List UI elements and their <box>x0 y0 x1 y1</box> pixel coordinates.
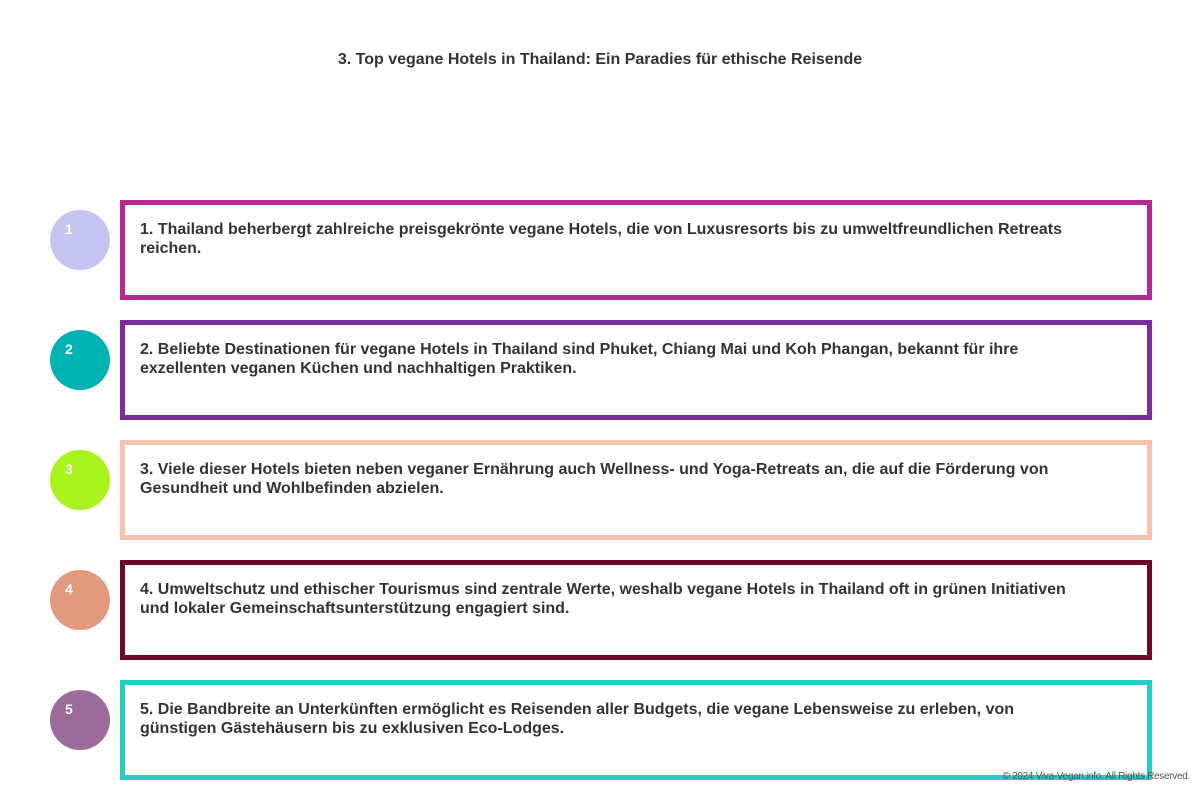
number-label: 5 <box>65 701 73 717</box>
number-circle <box>50 570 110 630</box>
number-circle <box>50 690 110 750</box>
item-box <box>120 200 1152 300</box>
item-text: 3. Viele dieser Hotels bieten neben veganer Ernährung auch Wellness- und Yoga-Retreats an, die auf die Förderung von Gesundheit und Wohlbefinden abzielen. <box>140 461 1049 497</box>
list-item <box>0 200 1200 300</box>
number-label: 4 <box>65 581 73 597</box>
item-text: 4. Umweltschutz und ethischer Tourismus sind zentrale Werte, weshalb vegane Hotels in Thailand oft in grünen Initiativen und lokaler Gemeinschaftsunterstützung engagiert sind. <box>140 581 1066 617</box>
number-circle <box>50 450 110 510</box>
item-text: 5. Die Bandbreite an Unterkünften ermöglicht es Reisenden aller Budgets, die vegane Lebensweise zu erleben, von günstigen Gästehäusern bis zu exklusiven Eco-Lodges. <box>140 701 1015 737</box>
number-label: 3 <box>65 461 73 477</box>
item-box <box>120 680 1152 780</box>
number-label: 2 <box>65 341 73 357</box>
number-circle <box>50 330 110 390</box>
item-box <box>120 440 1152 540</box>
copyright-footer: © 2024 Viva-Vegan.info. All Rights Reserved. <box>1002 771 1190 782</box>
number-label: 1 <box>65 221 73 237</box>
item-text: 1. Thailand beherbergt zahlreiche preisgekrönte vegane Hotels, die von Luxusresorts bis zu umweltfreundlichen Retreats reichen. <box>140 221 1063 257</box>
list-item <box>0 320 1200 420</box>
item-box <box>120 560 1152 660</box>
list-item <box>0 440 1200 540</box>
item-box <box>120 320 1152 420</box>
list-item <box>0 680 1200 780</box>
item-text: 2. Beliebte Destinationen für vegane Hotels in Thailand sind Phuket, Chiang Mai und Koh Phangan, bekannt für ihre exzellenten veganen Küchen und nachhaltigen Praktiken. <box>140 341 1019 377</box>
page-title: 3. Top vegane Hotels in Thailand: Ein Paradies für ethische Reisende <box>337 51 863 68</box>
list-item <box>0 560 1200 660</box>
number-circle <box>50 210 110 270</box>
